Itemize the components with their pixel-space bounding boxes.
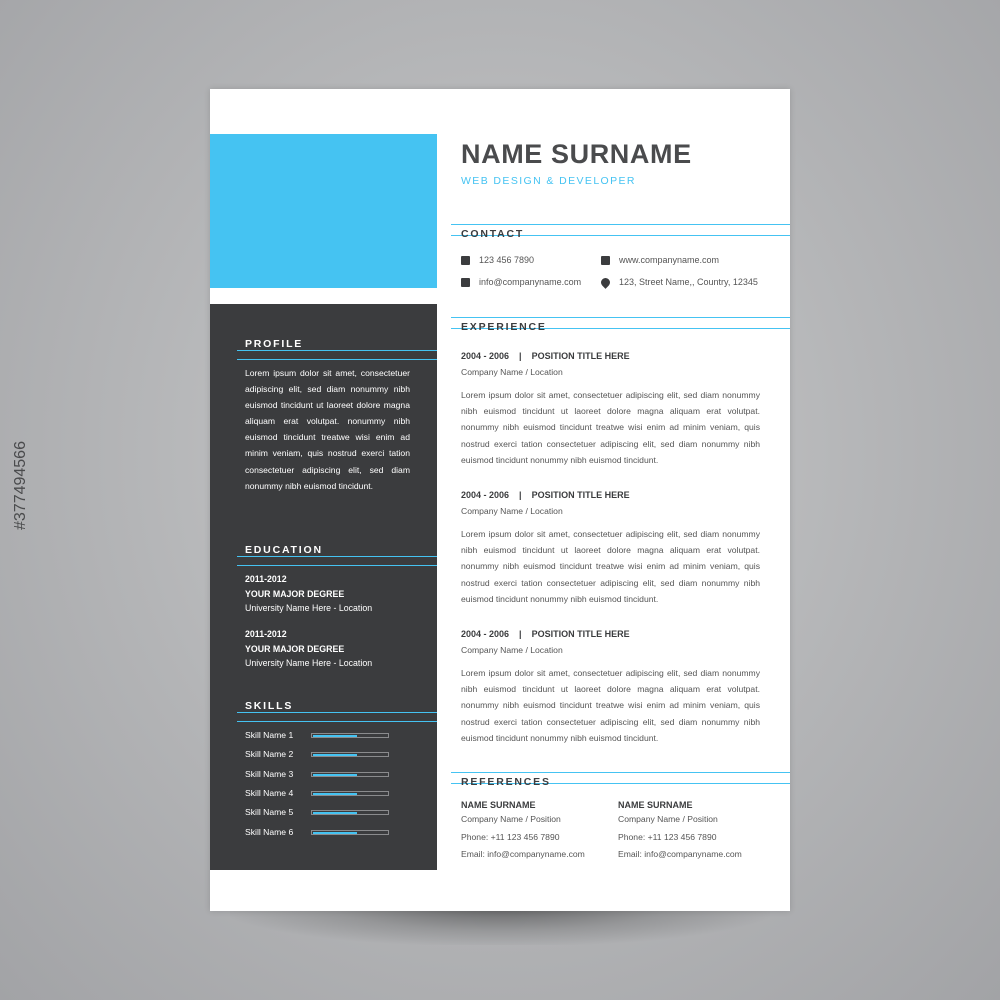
skill-label: Skill Name 4 [245, 788, 294, 798]
skill-bar [311, 772, 389, 777]
resume-page [210, 89, 790, 911]
job-position: POSITION TITLE HERE [531, 490, 630, 500]
job-position: POSITION TITLE HERE [531, 351, 630, 361]
skill-label: Skill Name 2 [245, 749, 294, 759]
experience-section-header [451, 317, 790, 333]
reference-role: Company Name / Position [618, 814, 718, 824]
profile-text: Lorem ipsum dolor sit amet, consectetuer adipiscing elit, sed diam nonummy nibh euismod tincidunt ut laoreet dolore magna aliquam erat volutpat. nonummy nibh euismod tincidunt treatwe wisi enim ad minim veniam, quis nostrud exerci tation consectetuer adipiscing elit, sed diam nonummy nibh euismod tincidunt. [245, 368, 410, 491]
skill-bar [311, 830, 389, 835]
skill-bar-fill [313, 812, 357, 814]
reference-name: NAME SURNAME [461, 800, 536, 810]
location-pin-icon [599, 276, 612, 289]
skill-bar-fill [313, 754, 357, 756]
contact-phone-text: 123 456 7890 [479, 255, 535, 265]
skills-section-header [237, 699, 437, 722]
contact-website [601, 255, 719, 265]
reference-2 [618, 800, 768, 870]
skill-row [245, 730, 390, 742]
education-heading: EDUCATION [245, 543, 323, 556]
skill-row [245, 827, 390, 839]
job-years: 2004 - 2006 [461, 351, 510, 361]
stock-id-label: #377494566 [12, 441, 29, 530]
job-years: 2004 - 2006 [461, 490, 510, 500]
job-company-3: Company Name / Location [461, 645, 563, 655]
skill-bar [311, 791, 389, 796]
divider: | [519, 629, 522, 639]
resume-name: NAME SURNAME [461, 139, 692, 169]
skill-bar-fill [313, 832, 357, 834]
job-company-1: Company Name / Location [461, 367, 563, 377]
contact-address [601, 277, 758, 287]
job-title-2 [461, 490, 630, 500]
reference-phone: Phone: +11 123 456 7890 [461, 832, 560, 842]
skill-row [245, 807, 390, 819]
job-company-2: Company Name / Location [461, 506, 563, 516]
reference-phone: Phone: +11 123 456 7890 [618, 832, 717, 842]
contact-heading: CONTACT [461, 228, 525, 240]
skill-bar-fill [313, 735, 357, 737]
reference-role: Company Name / Position [461, 814, 561, 824]
job-description-1: Lorem ipsum dolor sit amet, consectetuer adipiscing elit, sed diam nonummy nibh euismod tincidunt ut laoreet dolore magna aliquam erat volutpat. nonummy nibh euismod tincidunt treatwe wisi enim ad minim veniam, quis nostrud exerci tation consectetuer adipiscing elit, sed diam nonummy nibh euismod tincidunt nonummy nibh euismod tincidunt. [461, 390, 760, 465]
contact-section-header [451, 224, 790, 240]
references-heading: REFERENCES [461, 776, 551, 788]
job-description-3: Lorem ipsum dolor sit amet, consectetuer adipiscing elit, sed diam nonummy nibh euismod tincidunt ut laoreet dolore magna aliquam erat volutpat. nonummy nibh euismod tincidunt treatwe wisi enim ad minim veniam, quis nostrud exerci tation consectetuer adipiscing elit, sed diam nonummy nibh euismod tincidunt nonummy nibh euismod tincidunt. [461, 668, 760, 743]
job-position: POSITION TITLE HERE [531, 629, 630, 639]
email-icon [461, 278, 470, 287]
profile-heading: PROFILE [245, 337, 304, 350]
education-item-1 [245, 572, 372, 616]
reference-name: NAME SURNAME [618, 800, 693, 810]
skill-row [245, 749, 390, 761]
reference-1 [461, 800, 611, 870]
sidebar [210, 304, 437, 870]
skill-row [245, 788, 390, 800]
skill-label: Skill Name 1 [245, 730, 294, 740]
photo-placeholder [210, 134, 437, 288]
education-item-2 [245, 627, 372, 671]
experience-heading: EXPERIENCE [461, 321, 547, 333]
education-years: 2011-2012 [245, 574, 287, 584]
profile-section-header [237, 337, 437, 360]
skill-label: Skill Name 3 [245, 769, 294, 779]
skill-row [245, 769, 390, 781]
skill-label: Skill Name 6 [245, 827, 294, 837]
divider: | [519, 351, 522, 361]
job-title-1 [461, 351, 630, 361]
contact-email-text: info@companyname.com [479, 277, 582, 287]
skill-bar [311, 733, 389, 738]
education-degree: YOUR MAJOR DEGREE [245, 643, 345, 654]
skill-bar [311, 810, 389, 815]
contact-phone [461, 255, 534, 265]
page-drop-shadow [230, 905, 770, 945]
job-years: 2004 - 2006 [461, 629, 510, 639]
contact-address-text: 123, Street Name,, Country, 12345 [619, 277, 758, 287]
divider: | [519, 490, 522, 500]
job-title-3 [461, 629, 630, 639]
globe-icon [601, 256, 610, 265]
skill-bar-fill [313, 774, 357, 776]
education-school: University Name Here - Location [245, 603, 373, 613]
skills-heading: SKILLS [245, 699, 294, 712]
contact-email [461, 277, 581, 287]
phone-icon [461, 256, 470, 265]
education-school: University Name Here - Location [245, 658, 373, 668]
education-degree: YOUR MAJOR DEGREE [245, 588, 345, 599]
references-section-header [451, 772, 790, 788]
skill-bar [311, 752, 389, 757]
resume-subtitle: WEB DESIGN & DEVELOPER [461, 175, 636, 187]
reference-email: Email: info@companyname.com [461, 849, 585, 859]
job-description-2: Lorem ipsum dolor sit amet, consectetuer adipiscing elit, sed diam nonummy nibh euismod tincidunt ut laoreet dolore magna aliquam erat volutpat. nonummy nibh euismod tincidunt treatwe wisi enim ad minim veniam, quis nostrud exerci tation consectetuer adipiscing elit, sed diam nonummy nibh euismod tincidunt nonummy nibh euismod tincidunt. [461, 529, 760, 604]
contact-website-text: www.companyname.com [619, 255, 720, 265]
education-section-header [237, 543, 437, 566]
skill-bar-fill [313, 793, 357, 795]
education-years: 2011-2012 [245, 629, 287, 639]
reference-email: Email: info@companyname.com [618, 849, 742, 859]
skill-label: Skill Name 5 [245, 807, 294, 817]
